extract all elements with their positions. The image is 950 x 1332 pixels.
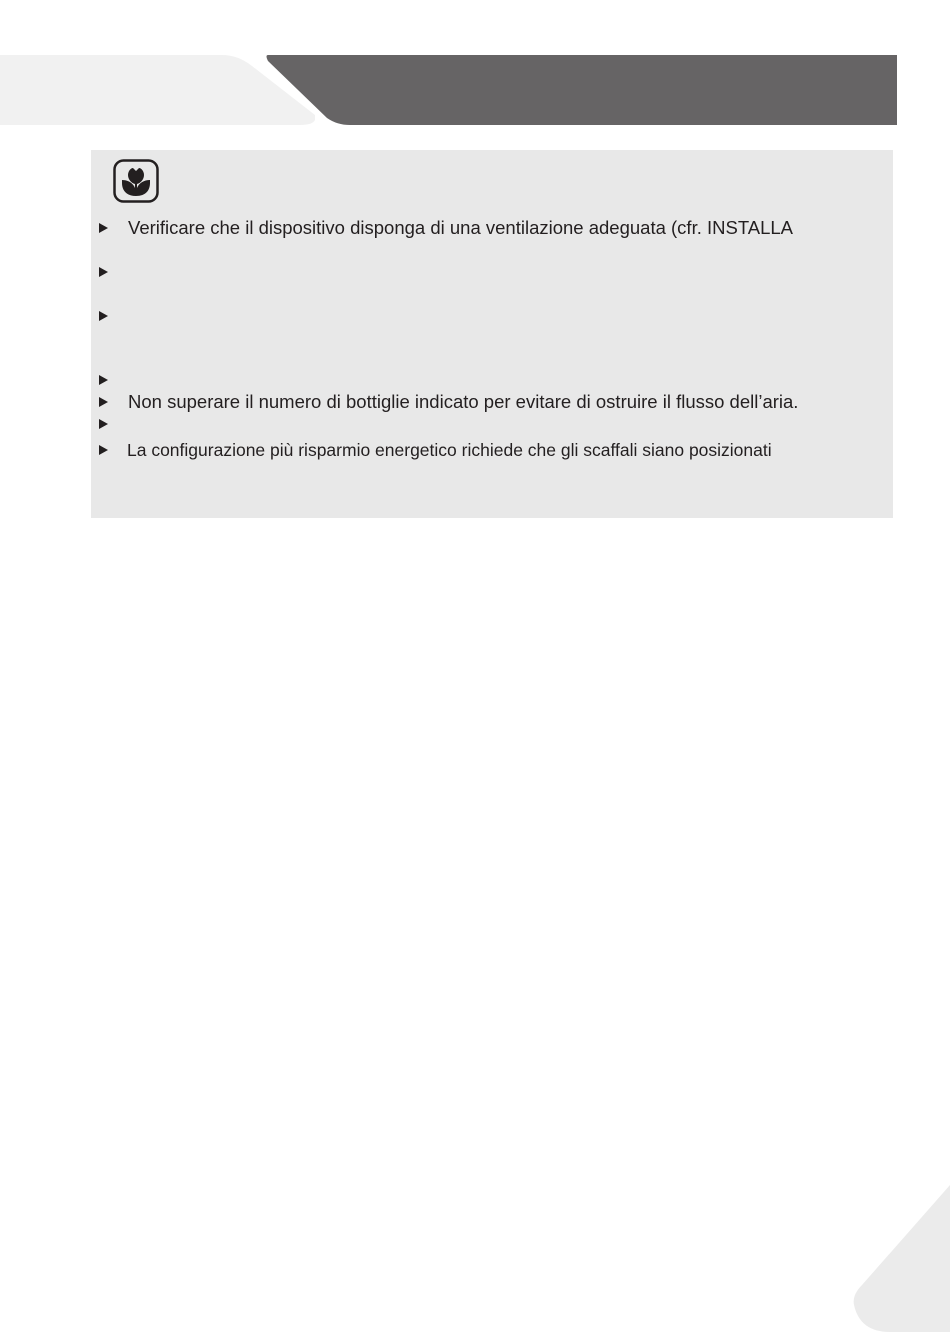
bullet-arrow-icon — [99, 223, 108, 233]
page-corner-decoration — [850, 1185, 950, 1332]
bullet-arrow-icon — [99, 311, 108, 321]
bullet-arrow-icon — [99, 445, 108, 455]
energy-tips-box — [91, 150, 893, 518]
bullet-arrow-icon — [99, 267, 108, 277]
bullet-item — [91, 304, 893, 330]
bullet-item — [91, 260, 893, 286]
bullet-arrow-icon — [99, 419, 108, 429]
bullet-arrow-icon — [99, 397, 108, 407]
bullet-text: Non superare il numero di bottiglie indicato per evitare di ostruire il flusso dell’aria. — [128, 391, 799, 412]
bullet-item — [91, 438, 893, 464]
header-tab-dark — [265, 55, 897, 125]
bullet-item — [91, 412, 893, 438]
bullet-arrow-icon — [99, 375, 108, 385]
eco-leaf-icon — [112, 158, 160, 204]
bullet-text: Verificare che il dispositivo disponga di una ventilazione adeguata (cfr. INSTALLA — [128, 217, 794, 238]
bullet-item — [91, 216, 893, 242]
bullet-text: La configurazione più risparmio energetico richiede che gli scaffali siano posizionati — [127, 440, 772, 460]
